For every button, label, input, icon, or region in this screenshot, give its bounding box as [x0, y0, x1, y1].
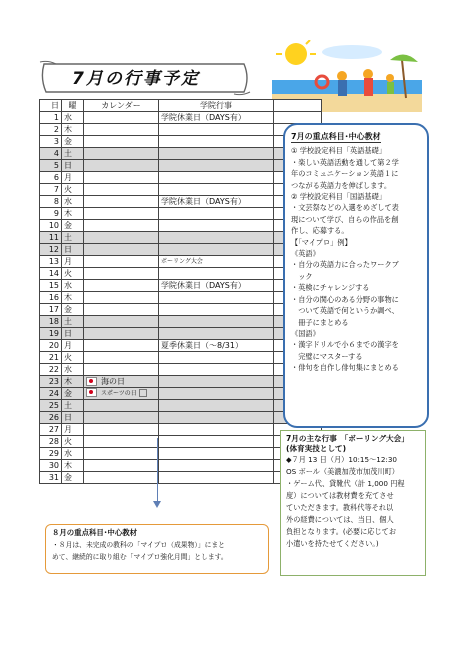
calendar-cell: [84, 184, 159, 196]
school-event-cell: [159, 268, 274, 280]
calendar-cell: [84, 268, 159, 280]
weekday-cell: 日: [62, 160, 84, 172]
school-event-cell: [159, 184, 274, 196]
calendar-cell: [84, 208, 159, 220]
focus-line: ・俳句を自作し俳句集にまとめる: [291, 363, 399, 373]
school-event-cell: [159, 472, 274, 484]
school-event-cell: [159, 220, 274, 232]
weekday-cell: 土: [62, 400, 84, 412]
school-event-cell: [159, 424, 274, 436]
calendar-cell: [84, 340, 159, 352]
weekday-cell: 水: [62, 196, 84, 208]
table-row: [40, 268, 322, 280]
august-line: ・８月は、未完成の教科の「マイプロ（成果物）」にまと: [52, 541, 225, 549]
table-row: [40, 280, 322, 292]
school-event-cell: [159, 376, 274, 388]
calendar-cell: [84, 448, 159, 460]
header-blank: [274, 100, 322, 112]
august-focus-box: [45, 524, 269, 574]
weekday-cell: 月: [62, 340, 84, 352]
title-banner: [38, 58, 252, 98]
day-cell: 2: [40, 124, 62, 136]
school-event-cell: [159, 400, 274, 412]
day-cell: 29: [40, 448, 62, 460]
table-row: [40, 376, 322, 388]
table-row: [40, 184, 322, 196]
school-event-cell: [159, 412, 274, 424]
event-line: ていただきます。教科代等それ以: [286, 503, 394, 512]
day-cell: 27: [40, 424, 62, 436]
event-line: 度）については教材費を充てさせ: [286, 491, 394, 500]
weekday-cell: 土: [62, 148, 84, 160]
calendar-cell: [84, 196, 159, 208]
calendar-cell: [84, 316, 159, 328]
focus-line: ・漢字ドリルで小６までの漢字を: [291, 340, 399, 350]
school-event-cell: 学院休業日（DAYS有）: [159, 112, 274, 124]
august-lines: [52, 539, 262, 563]
table-row: [40, 316, 322, 328]
weekday-cell: 水: [62, 280, 84, 292]
school-event-cell: ボーリング大会: [159, 256, 274, 268]
header-day: 日: [40, 100, 62, 112]
table-body: [40, 112, 322, 484]
day-cell: 26: [40, 412, 62, 424]
day-cell: 9: [40, 208, 62, 220]
calendar-cell: [84, 304, 159, 316]
continuation-arrow-head: [153, 501, 161, 508]
day-cell: 30: [40, 460, 62, 472]
table-row: [40, 340, 322, 352]
weekday-cell: 水: [62, 112, 84, 124]
calendar-cell: [84, 136, 159, 148]
table-row: [40, 328, 322, 340]
day-cell: 18: [40, 316, 62, 328]
event-line: 外の経費については、当日、個人: [286, 515, 394, 524]
day-cell: 14: [40, 268, 62, 280]
weekday-cell: 火: [62, 268, 84, 280]
calendar-cell: [84, 352, 159, 364]
july-main-event-box: [280, 430, 426, 576]
table-row: [40, 136, 322, 148]
focus-lines: [291, 145, 421, 373]
day-cell: 1: [40, 112, 62, 124]
calendar-cell: [84, 424, 159, 436]
day-cell: 20: [40, 340, 62, 352]
holiday-label: スポーツの日: [101, 390, 137, 397]
school-event-cell: [159, 232, 274, 244]
weekday-cell: 月: [62, 424, 84, 436]
holiday-label: 海の日: [101, 376, 125, 386]
page-title: 7月の行事予定: [72, 69, 200, 89]
table-row: [40, 364, 322, 376]
table-row: [40, 124, 322, 136]
day-cell: 5: [40, 160, 62, 172]
school-event-cell: 学院休業日（DAYS有）: [159, 280, 274, 292]
school-event-cell: [159, 328, 274, 340]
school-event-cell: [159, 364, 274, 376]
school-event-cell: [159, 304, 274, 316]
calendar-cell: [84, 328, 159, 340]
school-event-cell: [159, 172, 274, 184]
event-line: ・ゲーム代、貸靴代（計 1,000 円程: [286, 479, 405, 488]
weekday-cell: 金: [62, 304, 84, 316]
calendar-cell: [84, 244, 159, 256]
checkbox-icon: [139, 389, 147, 397]
school-event-cell: [159, 244, 274, 256]
school-event-cell: [159, 436, 274, 448]
weekday-cell: 火: [62, 352, 84, 364]
weekday-cell: 火: [62, 184, 84, 196]
focus-line: ・自分の英語力に合ったワークブ: [291, 260, 399, 270]
school-event-cell: [159, 460, 274, 472]
event-line: 負担となります。(必要に応じてお: [286, 527, 397, 536]
school-event-cell: [159, 448, 274, 460]
calendar-cell: [84, 364, 159, 376]
weekday-cell: 金: [62, 136, 84, 148]
weekday-cell: 水: [62, 364, 84, 376]
focus-line: 現について学び、自らの作品を創: [291, 214, 399, 224]
weekday-cell: 金: [62, 220, 84, 232]
calendar-cell: [84, 232, 159, 244]
header-calendar: カレンダー: [84, 100, 159, 112]
day-cell: 22: [40, 364, 62, 376]
focus-line: 作し、応募する。: [291, 226, 349, 236]
event-heading: 7月の主な行事 「ボーリング大会」: [286, 434, 409, 443]
weekday-cell: 木: [62, 376, 84, 388]
day-cell: 3: [40, 136, 62, 148]
japan-flag-icon: [86, 388, 97, 397]
calendar-cell: [84, 160, 159, 172]
table-row: [40, 352, 322, 364]
focus-line: 《国語》: [291, 328, 320, 338]
weekday-cell: 金: [62, 472, 84, 484]
day-cell: 16: [40, 292, 62, 304]
table-row: [40, 112, 322, 124]
japan-flag-icon: [86, 377, 97, 386]
weekday-cell: 木: [62, 124, 84, 136]
weekday-cell: 日: [62, 328, 84, 340]
table-header-row: [40, 100, 322, 112]
day-cell: 21: [40, 352, 62, 364]
weekday-cell: 土: [62, 232, 84, 244]
weekday-cell: 木: [62, 460, 84, 472]
focus-line: 年のコミュニケーション英語１に: [291, 169, 399, 179]
weekday-cell: 日: [62, 412, 84, 424]
table-row: [40, 232, 322, 244]
day-cell: 19: [40, 328, 62, 340]
day-cell: 17: [40, 304, 62, 316]
school-event-cell: [159, 292, 274, 304]
school-event-cell: [159, 208, 274, 220]
table-row: [40, 148, 322, 160]
focus-line: ック: [291, 271, 313, 281]
weekday-cell: 火: [62, 436, 84, 448]
focus-line: 【「マイプロ」例】: [291, 237, 352, 247]
day-cell: 12: [40, 244, 62, 256]
event-line: 小遣いを持たせてください。): [286, 539, 379, 548]
calendar-cell: [84, 292, 159, 304]
table-row: [40, 292, 322, 304]
weekday-cell: 月: [62, 256, 84, 268]
july-focus-subjects-box: [283, 123, 429, 428]
august-heading: ８月の重点科目･中心教材: [52, 528, 137, 537]
calendar-cell: [84, 400, 159, 412]
august-line: めて、継続的に取り組む「マイプロ強化月間」とします。: [52, 553, 228, 561]
calendar-cell: [84, 172, 159, 184]
calendar-cell: [84, 220, 159, 232]
school-event-cell: [159, 352, 274, 364]
calendar-cell: [84, 124, 159, 136]
blank-cell: [274, 112, 322, 124]
day-cell: 15: [40, 280, 62, 292]
table-row: [40, 196, 322, 208]
school-event-cell: [159, 388, 274, 400]
table-row: [40, 304, 322, 316]
table-row: [40, 220, 322, 232]
table-row: [40, 208, 322, 220]
focus-line: ① 学校設定科目「英語基礎」: [291, 146, 386, 156]
focus-line: 完璧にマスターする: [291, 351, 363, 361]
calendar-cell: [84, 148, 159, 160]
calendar-cell: [84, 376, 159, 388]
calendar-cell: [84, 388, 159, 400]
day-cell: 8: [40, 196, 62, 208]
school-event-cell: [159, 136, 274, 148]
calendar-cell: [84, 472, 159, 484]
table-row: [40, 244, 322, 256]
weekday-cell: 月: [62, 172, 84, 184]
table-row: [40, 160, 322, 172]
focus-line: 《英語》: [291, 249, 320, 259]
day-cell: 28: [40, 436, 62, 448]
school-event-cell: 学院休業日（DAYS有）: [159, 196, 274, 208]
calendar-cell: [84, 412, 159, 424]
table-row: [40, 412, 322, 424]
focus-line: ついて英語で何というか調べ、: [291, 306, 399, 316]
day-cell: 24: [40, 388, 62, 400]
calendar-cell: [84, 280, 159, 292]
day-cell: 23: [40, 376, 62, 388]
focus-line: つながる英語力を伸ばします。: [291, 180, 392, 190]
header-weekday: 曜: [62, 100, 84, 112]
weekday-cell: 日: [62, 244, 84, 256]
july-calendar-table: [39, 99, 322, 484]
event-line: ◆７月 13 日（月）10:15～12:30: [286, 455, 397, 464]
school-event-cell: 夏季休業日（～8/31）: [159, 340, 274, 352]
focus-line: ② 学校設定科目「国語基礎」: [291, 192, 386, 202]
calendar-cell: [84, 436, 159, 448]
focus-heading: 7月の重点科目･中心教材: [291, 131, 381, 143]
focus-line: ・楽しい英語活動を通して第２学: [291, 157, 399, 167]
focus-line: 冊子にまとめる: [291, 317, 349, 327]
continuation-arrow-line: [157, 438, 158, 504]
calendar-cell: [84, 112, 159, 124]
day-cell: 6: [40, 172, 62, 184]
day-cell: 10: [40, 220, 62, 232]
table-row: [40, 172, 322, 184]
table-row: [40, 256, 322, 268]
focus-line: ・英検にチャレンジする: [291, 283, 370, 293]
calendar-cell: [84, 256, 159, 268]
weekday-cell: 土: [62, 316, 84, 328]
focus-line: ・自分の関心のある分野の事物に: [291, 294, 399, 304]
weekday-cell: 木: [62, 208, 84, 220]
day-cell: 25: [40, 400, 62, 412]
focus-line: ・文芸祭などの入選をめざして表: [291, 203, 399, 213]
calendar-cell: [84, 460, 159, 472]
table-row: [40, 388, 322, 400]
weekday-cell: 金: [62, 388, 84, 400]
day-cell: 31: [40, 472, 62, 484]
day-cell: 4: [40, 148, 62, 160]
school-event-cell: [159, 124, 274, 136]
header-school-event: 学院行事: [159, 100, 274, 112]
event-lines: [286, 454, 420, 550]
day-cell: 11: [40, 232, 62, 244]
weekday-cell: 水: [62, 448, 84, 460]
school-event-cell: [159, 148, 274, 160]
event-subheading: (体育実技として): [286, 444, 347, 453]
school-event-cell: [159, 316, 274, 328]
school-event-cell: [159, 160, 274, 172]
table-row: [40, 400, 322, 412]
event-line: OS ボール（美濃加茂市加茂川町）: [286, 467, 399, 476]
weekday-cell: 木: [62, 292, 84, 304]
day-cell: 13: [40, 256, 62, 268]
day-cell: 7: [40, 184, 62, 196]
